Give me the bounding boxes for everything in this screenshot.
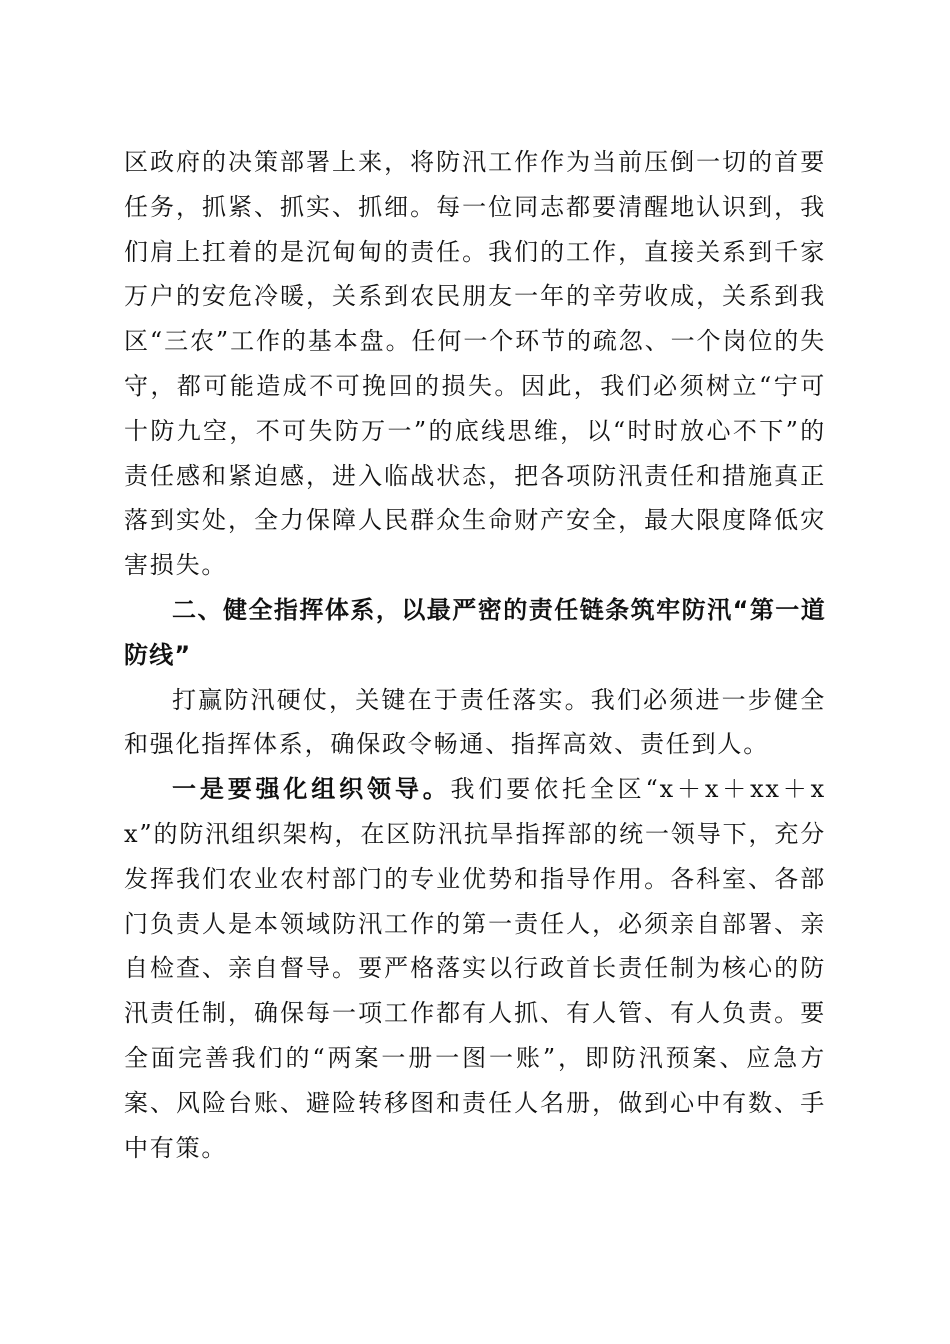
body-paragraph-1: 区政府的决策部署上来，将防汛工作作为当前压倒一切的首要任务，抓紧、抓实、抓细。每一位同志都要清醒地认识到，我们肩上扛着的是沉甸甸的责任。我们的工作，直接关系到千家万户的安危冷暖，关系到农民朋友一年的辛劳收成，关系到我区“三农”工作的基本盘。任何一个环节的疏忽、一个岗位的失守，都可能造成不可挽回的损失。因此，我们必须树立“宁可十防九空，不可失防万一”的底线思维，以“时时放心不下”的责任感和紧迫感，进入临战状态，把各项防汛责任和措施真正落到实处，全力保障人民群众生命财产安全，最大限度降低灾害损失。 [124, 148, 826, 580]
body-paragraph-3 [124, 767, 826, 1170]
section-heading: 二、健全指挥体系，以最严密的责任链条筑牢防汛“第一道防线” [124, 595, 826, 669]
paragraph-3-body: 我们要依托全区“x＋x＋xx＋xx”的防汛组织架构，在区防汛抗旱指挥部的统一领导下，充分发挥我们农业农村部门的专业优势和指导作用。各科室、各部门负责人是本领域防汛工作的第一责任人，必须亲自部署、亲自检查、亲自督导。要严格落实以行政首长责任制为核心的防汛责任制，确保每一项工作都有人抓、有人管、有人负责。要全面完善我们的“两案一册一图一账”，即防汛预案、应急方案、风险台账、避险转移图和责任人名册，做到心中有数、手中有策。 [124, 775, 826, 1162]
body-paragraph-2: 打赢防汛硬仗，关键在于责任落实。我们必须进一步健全和强化指挥体系，确保政令畅通、指挥高效、责任到人。 [124, 685, 826, 759]
paragraph-3-lead-sentence: 一是要强化组织领导。 [172, 775, 451, 804]
document-page [124, 140, 826, 1170]
